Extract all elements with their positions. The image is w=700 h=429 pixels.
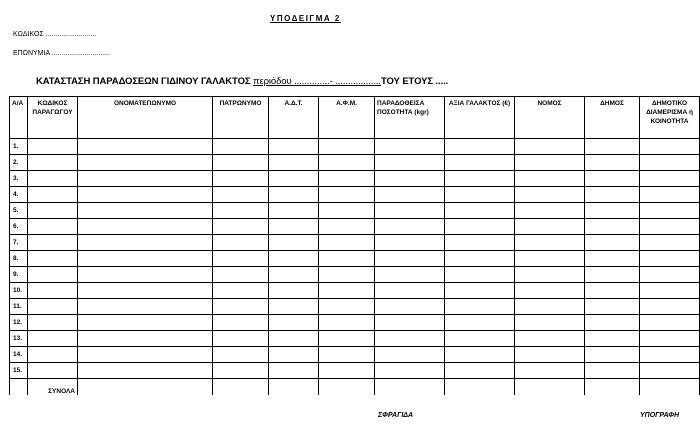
row-number: 4. bbox=[10, 187, 28, 203]
table-row bbox=[10, 283, 700, 299]
col-full-name: ΟΝΟΜΑΤΕΠΩΝΥΜΟ bbox=[78, 97, 213, 139]
table-cell[interactable] bbox=[78, 155, 213, 171]
table-cell[interactable] bbox=[319, 363, 375, 379]
table-cell[interactable] bbox=[213, 283, 269, 299]
table-cell[interactable] bbox=[269, 171, 319, 187]
totals-cell[interactable] bbox=[319, 379, 375, 396]
table-cell[interactable] bbox=[269, 363, 319, 379]
row-number: 13. bbox=[10, 331, 28, 347]
row-number: 10. bbox=[10, 283, 28, 299]
table-cell[interactable] bbox=[445, 139, 515, 155]
col-producer-code: ΚΩΔΙΚΟΣ ΠΑΡΑΓΩΓΟΥ bbox=[28, 97, 78, 139]
table-cell[interactable] bbox=[640, 315, 700, 331]
table-cell[interactable] bbox=[28, 315, 78, 331]
table-cell[interactable] bbox=[28, 171, 78, 187]
table-cell[interactable] bbox=[375, 331, 445, 347]
table-cell[interactable] bbox=[28, 267, 78, 283]
row-number: 6. bbox=[10, 219, 28, 235]
row-number: 8. bbox=[10, 251, 28, 267]
table-cell[interactable] bbox=[319, 203, 375, 219]
table-cell[interactable] bbox=[213, 251, 269, 267]
table-cell[interactable] bbox=[375, 139, 445, 155]
table-cell[interactable] bbox=[585, 251, 640, 267]
table-cell[interactable] bbox=[78, 267, 213, 283]
table-cell[interactable] bbox=[515, 315, 585, 331]
table-cell[interactable] bbox=[375, 251, 445, 267]
col-milk-value: ΑΞΙΑ ΓΑΛΑΚΤΟΣ (€) bbox=[445, 97, 515, 139]
row-number: 3. bbox=[10, 171, 28, 187]
totals-cell[interactable] bbox=[640, 379, 700, 396]
table-cell[interactable] bbox=[28, 203, 78, 219]
totals-cell[interactable] bbox=[515, 379, 585, 396]
row-number: 2. bbox=[10, 155, 28, 171]
row-number: 7. bbox=[10, 235, 28, 251]
table-cell[interactable] bbox=[375, 347, 445, 363]
totals-cell[interactable] bbox=[78, 379, 213, 396]
table-cell[interactable] bbox=[515, 139, 585, 155]
table-cell[interactable] bbox=[78, 299, 213, 315]
table-cell[interactable] bbox=[213, 203, 269, 219]
col-municipality: ΔΗΜΟΣ bbox=[585, 97, 640, 139]
table-cell[interactable] bbox=[78, 315, 213, 331]
code-field[interactable]: ΚΩΔΙΚΟΣ .......................... bbox=[13, 31, 97, 38]
row-number: 11. bbox=[10, 299, 28, 315]
table-cell[interactable] bbox=[269, 331, 319, 347]
table-cell[interactable] bbox=[28, 283, 78, 299]
row-number: 5. bbox=[10, 203, 28, 219]
totals-cell[interactable] bbox=[585, 379, 640, 396]
table-cell[interactable] bbox=[445, 347, 515, 363]
totals-cell[interactable] bbox=[375, 379, 445, 396]
table-cell[interactable] bbox=[28, 363, 78, 379]
table-cell[interactable] bbox=[28, 251, 78, 267]
table-cell[interactable] bbox=[213, 363, 269, 379]
totals-cell[interactable] bbox=[269, 379, 319, 396]
table-cell[interactable] bbox=[640, 283, 700, 299]
table-cell[interactable] bbox=[319, 187, 375, 203]
table-cell[interactable] bbox=[269, 139, 319, 155]
table-cell[interactable] bbox=[213, 299, 269, 315]
table-cell[interactable] bbox=[28, 219, 78, 235]
table-cell[interactable] bbox=[375, 171, 445, 187]
table-cell[interactable] bbox=[319, 315, 375, 331]
table-cell[interactable] bbox=[445, 363, 515, 379]
col-id-card: Α.Δ.Τ. bbox=[269, 97, 319, 139]
table-cell[interactable] bbox=[585, 347, 640, 363]
table-cell[interactable] bbox=[269, 283, 319, 299]
table-cell[interactable] bbox=[78, 251, 213, 267]
table-cell[interactable] bbox=[269, 299, 319, 315]
table-cell[interactable] bbox=[640, 187, 700, 203]
table-cell[interactable] bbox=[28, 187, 78, 203]
table-cell[interactable] bbox=[78, 171, 213, 187]
table-cell[interactable] bbox=[78, 331, 213, 347]
table-cell[interactable] bbox=[375, 235, 445, 251]
form-title: ΥΠΟΔΕΙΓΜΑ 2 bbox=[270, 14, 341, 23]
table-cell[interactable] bbox=[213, 187, 269, 203]
table-cell[interactable] bbox=[515, 187, 585, 203]
table-cell[interactable] bbox=[319, 219, 375, 235]
table-cell[interactable] bbox=[375, 283, 445, 299]
table-body bbox=[10, 139, 700, 396]
table-cell[interactable] bbox=[269, 347, 319, 363]
table-header-row bbox=[10, 97, 700, 139]
table-cell[interactable] bbox=[640, 155, 700, 171]
table-cell[interactable] bbox=[640, 267, 700, 283]
table-cell[interactable] bbox=[585, 315, 640, 331]
table-cell[interactable] bbox=[515, 347, 585, 363]
table-cell[interactable] bbox=[640, 347, 700, 363]
table-cell[interactable] bbox=[319, 251, 375, 267]
table-cell[interactable] bbox=[78, 203, 213, 219]
table-cell[interactable] bbox=[515, 299, 585, 315]
table-cell[interactable] bbox=[515, 363, 585, 379]
table-row bbox=[10, 315, 700, 331]
col-father-name: ΠΑΤΡΩΝΥΜΟ bbox=[213, 97, 269, 139]
table-cell[interactable] bbox=[319, 139, 375, 155]
table-cell[interactable] bbox=[640, 363, 700, 379]
table-cell[interactable] bbox=[585, 139, 640, 155]
table-cell[interactable] bbox=[640, 299, 700, 315]
table-cell[interactable] bbox=[515, 251, 585, 267]
table-cell[interactable] bbox=[269, 235, 319, 251]
col-quantity: ΠΑΡΑΔΟΘΕΙΣΑ ΠΟΣΟΤΗΤΑ (kgr) bbox=[375, 97, 445, 139]
deliveries-table bbox=[9, 96, 700, 395]
table-cell[interactable] bbox=[515, 219, 585, 235]
table-cell[interactable] bbox=[585, 203, 640, 219]
table-row bbox=[10, 219, 700, 235]
table-cell[interactable] bbox=[640, 331, 700, 347]
heading-year: ΤΟΥ ΕΤΟΥΣ ..... bbox=[380, 76, 449, 87]
table-cell[interactable] bbox=[375, 299, 445, 315]
table-cell[interactable] bbox=[585, 363, 640, 379]
table-cell[interactable] bbox=[213, 315, 269, 331]
table-cell[interactable] bbox=[213, 267, 269, 283]
row-number: 14. bbox=[10, 347, 28, 363]
table-cell[interactable] bbox=[269, 267, 319, 283]
heading-period[interactable]: περιόδου ..............- .................. bbox=[253, 76, 381, 87]
table-cell[interactable] bbox=[585, 171, 640, 187]
table-cell[interactable] bbox=[585, 283, 640, 299]
table-cell[interactable] bbox=[213, 171, 269, 187]
table-cell[interactable] bbox=[319, 155, 375, 171]
signature-label: ΥΠΟΓΡΑΦΗ bbox=[640, 412, 680, 419]
table-cell[interactable] bbox=[375, 315, 445, 331]
table-cell[interactable] bbox=[213, 219, 269, 235]
row-number: 12. bbox=[10, 315, 28, 331]
table-cell[interactable] bbox=[319, 299, 375, 315]
table-cell[interactable] bbox=[445, 219, 515, 235]
totals-spacer bbox=[10, 379, 28, 396]
table-cell[interactable] bbox=[515, 171, 585, 187]
stamp-label: ΣΦΡΑΓΙΔΑ bbox=[378, 412, 414, 419]
table-cell[interactable] bbox=[28, 347, 78, 363]
table-cell[interactable] bbox=[445, 235, 515, 251]
table-cell[interactable] bbox=[515, 331, 585, 347]
row-number: 15. bbox=[10, 363, 28, 379]
table-cell[interactable] bbox=[515, 235, 585, 251]
table-row bbox=[10, 155, 700, 171]
table-cell[interactable] bbox=[445, 203, 515, 219]
table-row bbox=[10, 267, 700, 283]
table-cell[interactable] bbox=[269, 315, 319, 331]
table-cell[interactable] bbox=[28, 299, 78, 315]
table-row bbox=[10, 171, 700, 187]
table-cell[interactable] bbox=[515, 283, 585, 299]
table-row bbox=[10, 363, 700, 379]
table-cell[interactable] bbox=[319, 235, 375, 251]
table-cell[interactable] bbox=[585, 187, 640, 203]
table-cell[interactable] bbox=[319, 267, 375, 283]
table-cell[interactable] bbox=[319, 347, 375, 363]
table-cell[interactable] bbox=[585, 219, 640, 235]
table-cell[interactable] bbox=[213, 331, 269, 347]
table-cell[interactable] bbox=[640, 219, 700, 235]
table-cell[interactable] bbox=[375, 203, 445, 219]
totals-label: ΣΥΝΟΛΑ bbox=[28, 379, 78, 396]
page-heading bbox=[36, 76, 448, 87]
col-tax-number: Α.Φ.Μ. bbox=[319, 97, 375, 139]
table-cell[interactable] bbox=[213, 139, 269, 155]
table-row bbox=[10, 187, 700, 203]
name-field[interactable]: ΕΠΩΝΥΜΙΑ .............................. bbox=[13, 50, 111, 57]
table-cell[interactable] bbox=[213, 347, 269, 363]
table-row bbox=[10, 251, 700, 267]
table-cell[interactable] bbox=[28, 235, 78, 251]
table-cell[interactable] bbox=[319, 171, 375, 187]
col-prefecture: ΝΟΜΟΣ bbox=[515, 97, 585, 139]
table-row bbox=[10, 203, 700, 219]
table-cell[interactable] bbox=[269, 187, 319, 203]
table-cell[interactable] bbox=[78, 363, 213, 379]
table-cell[interactable] bbox=[445, 283, 515, 299]
table-cell[interactable] bbox=[375, 155, 445, 171]
table-cell[interactable] bbox=[375, 187, 445, 203]
table-row bbox=[10, 347, 700, 363]
table-cell[interactable] bbox=[585, 331, 640, 347]
table-cell[interactable] bbox=[78, 347, 213, 363]
table-cell[interactable] bbox=[269, 155, 319, 171]
table-cell[interactable] bbox=[445, 315, 515, 331]
table-cell[interactable] bbox=[213, 155, 269, 171]
table-cell[interactable] bbox=[515, 203, 585, 219]
totals-row bbox=[10, 379, 700, 396]
table-row bbox=[10, 331, 700, 347]
totals-cell[interactable] bbox=[213, 379, 269, 396]
table-cell[interactable] bbox=[269, 251, 319, 267]
table-cell[interactable] bbox=[78, 139, 213, 155]
row-number: 9. bbox=[10, 267, 28, 283]
table-cell[interactable] bbox=[78, 187, 213, 203]
table-cell[interactable] bbox=[445, 299, 515, 315]
table-cell[interactable] bbox=[445, 251, 515, 267]
col-aa: Α/Α bbox=[10, 97, 28, 139]
table-cell[interactable] bbox=[28, 139, 78, 155]
table-cell[interactable] bbox=[269, 203, 319, 219]
table-cell[interactable] bbox=[375, 363, 445, 379]
table-row bbox=[10, 139, 700, 155]
table-cell[interactable] bbox=[640, 171, 700, 187]
table-cell[interactable] bbox=[445, 267, 515, 283]
table-cell[interactable] bbox=[445, 171, 515, 187]
table-cell[interactable] bbox=[78, 219, 213, 235]
table-cell[interactable] bbox=[28, 331, 78, 347]
table-cell[interactable] bbox=[515, 155, 585, 171]
table-cell[interactable] bbox=[585, 299, 640, 315]
table-cell[interactable] bbox=[269, 219, 319, 235]
table-cell[interactable] bbox=[585, 267, 640, 283]
table-cell[interactable] bbox=[28, 155, 78, 171]
table-cell[interactable] bbox=[515, 267, 585, 283]
table-row bbox=[10, 299, 700, 315]
table-cell[interactable] bbox=[640, 235, 700, 251]
table-row bbox=[10, 235, 700, 251]
table-cell[interactable] bbox=[445, 187, 515, 203]
table-cell[interactable] bbox=[375, 267, 445, 283]
table-cell[interactable] bbox=[213, 235, 269, 251]
row-number: 1. bbox=[10, 139, 28, 155]
table-cell[interactable] bbox=[585, 155, 640, 171]
table-cell[interactable] bbox=[445, 155, 515, 171]
col-community: ΔΗΜΟΤΙΚΟ ΔΙΑΜΕΡΙΣΜΑ ή ΚΟΙΝΟΤΗΤΑ bbox=[640, 97, 700, 139]
table-cell[interactable] bbox=[375, 219, 445, 235]
table-cell[interactable] bbox=[319, 331, 375, 347]
table-cell[interactable] bbox=[78, 283, 213, 299]
heading-main: ΚΑΤΑΣΤΑΣΗ ΠΑΡΑΔΟΣΕΩΝ ΓΙΔΙΝΟΥ ΓΑΛΑΚΤΟΣ bbox=[36, 76, 254, 87]
table-cell[interactable] bbox=[640, 139, 700, 155]
table-cell[interactable] bbox=[640, 251, 700, 267]
table-cell[interactable] bbox=[445, 331, 515, 347]
totals-cell[interactable] bbox=[445, 379, 515, 396]
table-cell[interactable] bbox=[78, 235, 213, 251]
table-cell[interactable] bbox=[319, 283, 375, 299]
table-cell[interactable] bbox=[640, 203, 700, 219]
table-cell[interactable] bbox=[585, 235, 640, 251]
